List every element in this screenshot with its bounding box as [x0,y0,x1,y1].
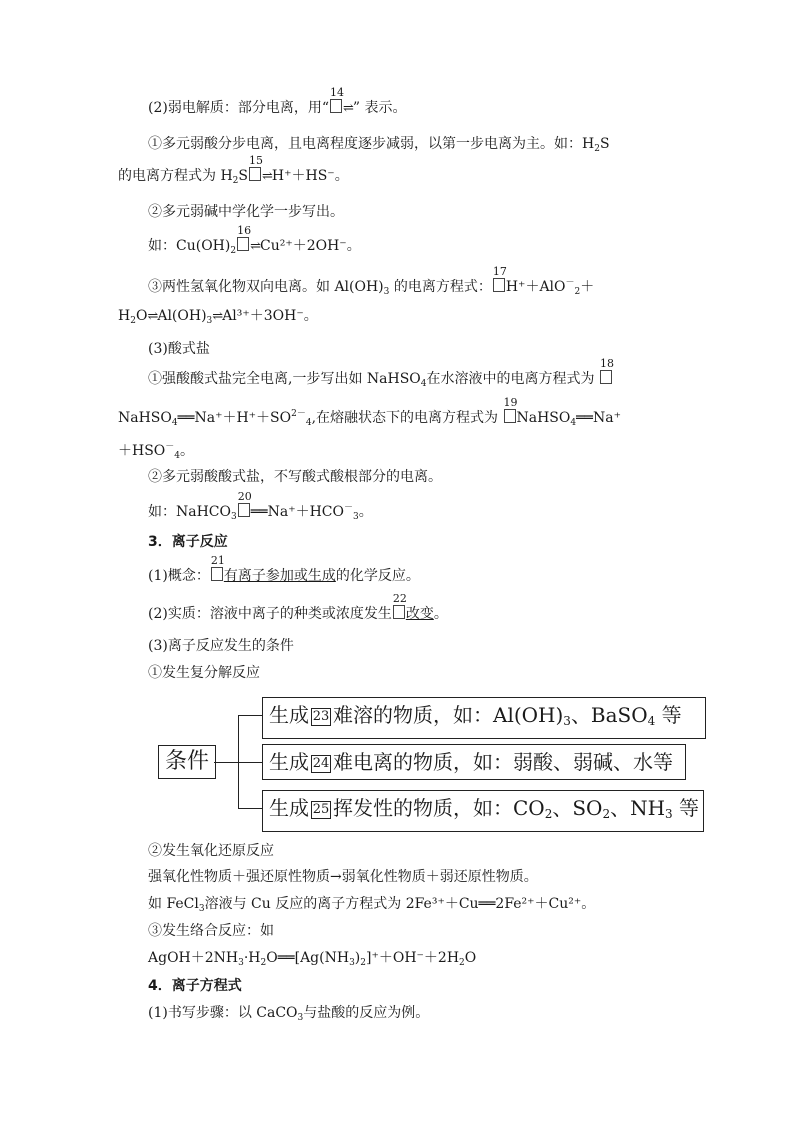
complex-heading: ③发生络合反应：如 [148,923,274,939]
ionic-concept-line [148,554,420,586]
text: O [464,950,477,966]
subscript: 4 [171,418,178,428]
text: ·H [243,950,261,966]
answer-text: 改变 [405,606,434,622]
weak-acid-salt-line-2 [148,490,373,527]
text: Cu²⁺＋2OH⁻。 [259,238,361,254]
text: ) [354,950,361,966]
polybase-line-1: ②多元弱碱中学化学一步写出。 [148,204,344,220]
text: 挥发性的物质，如：CO [333,796,545,820]
subscript: 2 [459,958,465,968]
conditions-label-box [158,745,216,779]
connector-line [238,762,262,763]
subscript: 3 [563,714,571,728]
condition-box-volatile [262,790,704,832]
text: ①多元弱酸分步电离，且电离程度逐步减弱，以第一步电离为主。如：H [148,136,595,152]
subscript: 4 [570,418,577,428]
text: O══[Ag(NH [266,950,350,966]
answer-blank[interactable]: 24 [312,756,330,771]
condition-box-weak-electrolyte [262,744,686,780]
text: 溶液与 Cu 反应的离子方程式为 2Fe³⁺＋Cu══2Fe²⁺＋Cu²⁺。 [204,896,596,912]
text: 等 [655,703,682,727]
redox-heading: ②发生氧化还原反应 [148,843,274,859]
text: ①强酸酸式盐完全电离,一步写出如 NaHSO [148,371,421,387]
polyacid-line-2: 的电离方程式为 $H_2S$ 15 ⇌H⁺＋HS⁻。 [118,154,349,186]
text: 等 [672,796,700,820]
text: H⁺＋AlO [505,279,566,295]
text: 表示。 [364,100,407,116]
subscript: 3 [353,512,359,522]
connector-line [238,715,262,716]
text: 的化学反应。 [335,568,420,584]
text: 的电离方程式： [393,279,492,295]
blank-number: 21 [210,554,225,567]
answer-blank[interactable] [503,396,518,423]
answer-blank[interactable]: 25 [312,802,330,817]
text: 如 FeCl [148,896,199,912]
subscript: 4 [420,379,427,389]
text: ══Na⁺ [576,410,621,426]
text: Al³⁺＋3OH⁻。 [222,308,318,324]
text: NaHSO [118,410,172,426]
acid-salt-heading: (3)酸式盐 [148,341,210,357]
text: ══Na⁺＋H⁺＋SO [177,410,292,426]
superscript: － [343,503,353,513]
subscript: 3 [665,807,673,821]
subscript: 3 [297,1013,304,1023]
answer-blank[interactable] [392,592,407,619]
superscript: － [165,442,175,452]
answer-blank[interactable]: 23 [312,709,330,724]
text: ＋HSO [118,443,166,459]
reversible-arrow-icon: ⇌ [343,101,353,116]
superscript: 2－ [291,409,306,419]
ionic-reaction-heading: 3．离子反应 [148,534,228,550]
reversible-arrow-icon: ⇌ [250,239,260,254]
text: (1)概念： [148,568,210,584]
subscript: 2 [230,246,237,256]
subscript: 4 [305,418,312,428]
text: 的电离方程式为 H [118,168,233,184]
strong-acid-salt-line-3 [118,437,194,466]
text: H⁺＋HS⁻。 [271,168,349,184]
polybase-line-2 [148,224,361,261]
subscript: 2 [360,958,366,968]
blank-number: 14 [330,86,345,99]
subscript: 3 [238,958,244,968]
text: ]⁺＋OH⁻＋2H [366,950,460,966]
strong-acid-salt-line-2 [118,396,621,433]
weak-acid-salt-line-1: ②多元弱酸酸式盐，不写酸式酸根部分的电离。 [148,469,442,485]
text: (2)实质：溶液中离子的种类或浓度发生 [148,606,392,622]
text: ,在熔融状态下的电离方程式为 [311,410,499,426]
text: 、BaSO [570,703,648,727]
blank-number: 20 [237,490,252,503]
answer-blank[interactable] [599,357,614,384]
text: 生成 [269,703,309,727]
text: 条件 [165,749,210,774]
reversible-arrow-icon: ⇌ [212,309,223,324]
ionic-equation-heading: 4．离子方程式 [148,978,242,994]
blank-number: 16 [237,224,252,237]
subscript: 3 [231,512,237,522]
text: 。 [433,606,448,622]
connector-line [214,762,238,763]
subscript: 2 [544,807,553,821]
subscript: 2 [602,807,611,821]
text: ③两性氢氧化物双向电离。如 Al(OH) [148,279,384,295]
redox-example [148,894,595,919]
subscript: 2 [130,316,136,326]
subscript: 3 [206,316,213,326]
text: 与盐酸的反应为例。 [303,1005,430,1021]
text: 、SO [552,796,603,820]
condition-box-insoluble [262,697,706,739]
ionic-essence-line [148,592,448,624]
text: 如：Cu(OH) [148,238,231,254]
blank-number: 22 [392,592,407,605]
answer-blank[interactable] [330,86,345,113]
blank-number: 18 [599,357,614,370]
subscript: 4 [174,451,181,461]
text: 在水溶液中的电离方程式为 [426,371,595,387]
complex-equation [148,948,476,973]
writing-steps-line [148,1003,429,1028]
subscript: 2 [574,287,581,297]
answer-blank[interactable] [210,554,225,581]
text: 、NH [610,796,666,820]
text: 难溶的物质，如：Al(OH) [333,703,564,727]
subscript: 2 [260,958,267,968]
answer-blank[interactable] [237,224,252,251]
subscript: 3 [349,958,355,968]
subscript: 2 [594,144,600,154]
subscript: 4 [647,714,656,728]
metathesis-heading: ①发生复分解反应 [148,665,260,681]
text: ＋ [580,279,595,295]
blank-number: 19 [503,396,518,409]
strong-acid-salt-line-1 [148,357,614,394]
text: (1)书写步骤：以 CaCO [148,1005,298,1021]
text: O [135,308,148,324]
connector-line [238,808,262,809]
text: Al(OH) [157,308,207,324]
blank-number: 15 [249,154,263,167]
answer-blank[interactable] [249,154,263,181]
text: AgOH＋2NH [148,950,239,966]
redox-rule: 强氧化性物质＋强还原性物质→弱氧化性物质＋弱还原性物质。 [148,869,538,885]
amphoteric-line-1 [148,265,595,302]
text: 难电离的物质，如：弱酸、弱碱、水等 [333,750,673,774]
subscript: 3 [198,904,205,914]
reversible-arrow-icon: ⇌ [262,169,272,184]
text: 如：NaHCO [148,504,231,520]
amphoteric-line-2 [118,306,318,331]
text: 生成 [269,796,309,820]
superscript: － [565,278,575,288]
text: 生成 [269,750,309,774]
subscript: 3 [383,287,390,297]
text: 。 [358,504,373,520]
text: (2)弱电解质：部分电离，用 [148,100,322,116]
blank-number: 17 [492,265,507,278]
weak-electrolyte-heading: (2)弱电解质：部分电离，用“ 14 ⇌” 表示。 [148,86,407,116]
subscript: 2 [232,176,239,186]
text: 。 [180,443,195,459]
answer-text: 有离子参加或生成 [223,568,336,584]
text: H [118,308,131,324]
text: NaHSO [516,410,571,426]
text: ══Na⁺＋HCO [250,504,344,520]
ionic-conditions-heading: (3)离子反应发生的条件 [148,638,294,654]
reversible-arrow-icon: ⇌ [147,309,158,324]
polyacid-line-1: ①多元弱酸分步电离，且电离程度逐步减弱，以第一步电离为主。如：$H_2S$ [148,136,610,154]
answer-blank[interactable] [237,490,252,517]
answer-blank[interactable] [492,265,507,292]
